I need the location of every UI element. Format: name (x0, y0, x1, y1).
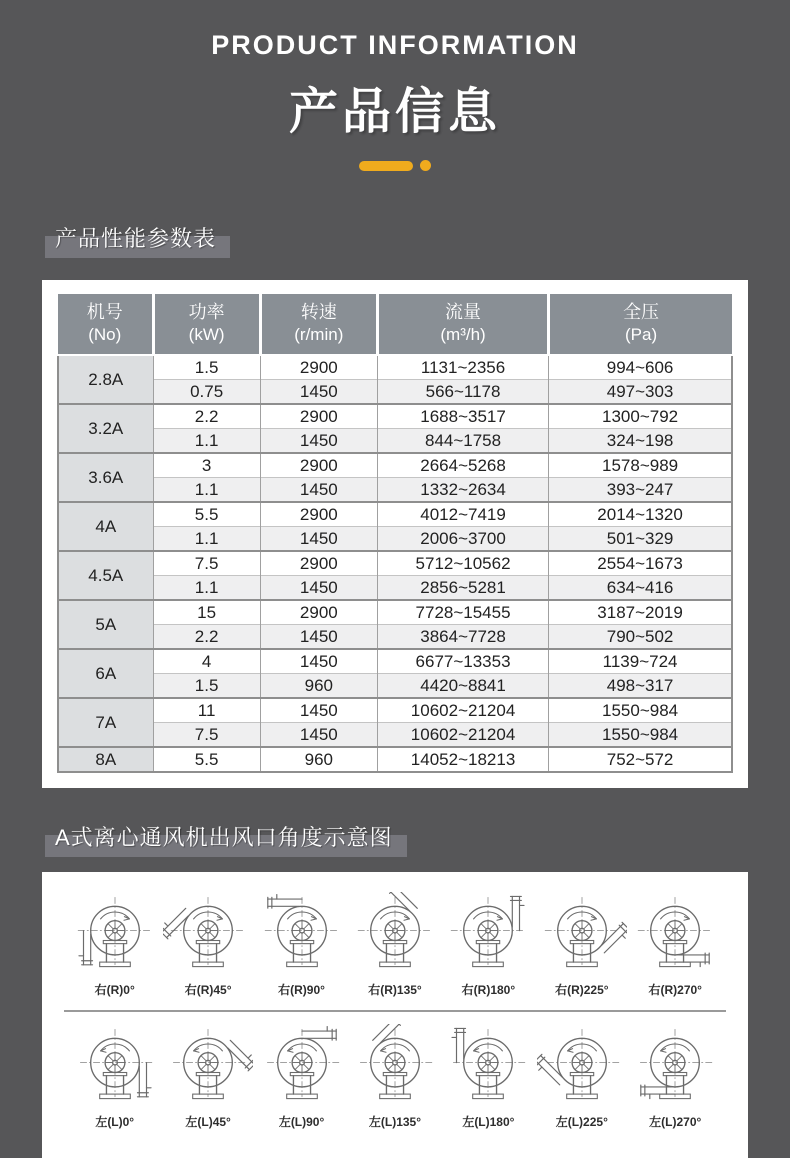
value-cell: 1578~989 (549, 453, 732, 478)
value-cell: 2900 (260, 600, 377, 625)
table-row (58, 355, 732, 380)
column-header: 转速 (r/min) (260, 294, 377, 355)
section-label-fan-diagram: A式离心通风机出风口角度示意图 (45, 819, 407, 857)
value-cell: 1550~984 (549, 723, 732, 748)
fan-diagram-panel (42, 872, 748, 1158)
value-cell: 634~416 (549, 576, 732, 601)
fan-outlet-diagram (70, 892, 160, 980)
table-row (58, 478, 732, 503)
value-cell: 1139~724 (549, 649, 732, 674)
value-cell: 7.5 (153, 723, 260, 748)
fan-outlet-diagram (257, 1024, 347, 1112)
fan-outlet-diagram (257, 892, 347, 980)
value-cell: 7.5 (153, 551, 260, 576)
value-cell: 324~198 (549, 429, 732, 454)
column-header: 机号 (No) (58, 294, 153, 355)
divider-dot (420, 160, 431, 171)
value-cell: 3187~2019 (549, 600, 732, 625)
value-cell: 1.1 (153, 576, 260, 601)
value-cell: 498~317 (549, 674, 732, 699)
value-cell: 1550~984 (549, 698, 732, 723)
table-row (58, 747, 732, 772)
model-cell: 7A (58, 698, 153, 747)
fan-angle-label: 右(R)90° (278, 983, 325, 998)
page-header (0, 0, 790, 171)
table-row (58, 453, 732, 478)
value-cell: 1.1 (153, 478, 260, 503)
value-cell: 960 (260, 674, 377, 699)
table-row (58, 649, 732, 674)
value-cell: 5.5 (153, 502, 260, 527)
fan-outlet-diagram (163, 892, 253, 980)
fan-cell-left-135 (348, 1024, 441, 1130)
value-cell: 1450 (260, 380, 377, 405)
value-cell: 3 (153, 453, 260, 478)
value-cell: 1332~2634 (377, 478, 548, 503)
value-cell: 2554~1673 (549, 551, 732, 576)
fan-outlet-diagram (443, 892, 533, 980)
fan-row-left (64, 1012, 726, 1138)
fan-cell-left-90 (255, 1024, 348, 1130)
value-cell: 2664~5268 (377, 453, 548, 478)
fan-cell-right-270 (629, 892, 722, 998)
table-row (58, 723, 732, 748)
value-cell: 4012~7419 (377, 502, 548, 527)
fan-angle-label: 右(R)270° (648, 983, 702, 998)
value-cell: 2900 (260, 355, 377, 380)
fan-row-right (64, 888, 726, 1012)
model-cell: 2.8A (58, 355, 153, 404)
fan-angle-label: 左(L)225° (555, 1115, 608, 1130)
value-cell: 2014~1320 (549, 502, 732, 527)
fan-cell-left-45 (161, 1024, 254, 1130)
spec-table (57, 294, 733, 773)
table-row (58, 600, 732, 625)
value-cell: 10602~21204 (377, 723, 548, 748)
value-cell: 0.75 (153, 380, 260, 405)
fan-angle-label: 右(R)45° (184, 983, 232, 998)
fan-outlet-diagram (70, 1024, 160, 1112)
value-cell: 1450 (260, 576, 377, 601)
table-row (58, 502, 732, 527)
fan-cell-left-180 (442, 1024, 535, 1130)
model-cell: 8A (58, 747, 153, 772)
table-row (58, 404, 732, 429)
value-cell: 790~502 (549, 625, 732, 650)
value-cell: 2900 (260, 502, 377, 527)
fan-cell-right-45 (161, 892, 254, 998)
fan-cell-left-0 (68, 1024, 161, 1130)
fan-outlet-diagram (350, 892, 440, 980)
value-cell: 1450 (260, 527, 377, 552)
value-cell: 960 (260, 747, 377, 772)
value-cell: 14052~18213 (377, 747, 548, 772)
value-cell: 393~247 (549, 478, 732, 503)
title-chinese: 产品信息 (288, 85, 501, 139)
section-label-spec-table: 产品性能参数表 (45, 220, 230, 258)
fan-angle-label: 右(R)0° (94, 983, 135, 998)
model-cell: 4.5A (58, 551, 153, 600)
fan-outlet-diagram (443, 1024, 533, 1112)
value-cell: 1.5 (153, 674, 260, 699)
column-header: 功率 (kW) (153, 294, 260, 355)
value-cell: 10602~21204 (377, 698, 548, 723)
fan-angle-label: 左(L)180° (462, 1115, 515, 1130)
fan-cell-right-135 (348, 892, 441, 998)
table-row (58, 527, 732, 552)
value-cell: 1131~2356 (377, 355, 548, 380)
fan-outlet-diagram (163, 1024, 253, 1112)
fan-cell-left-225 (535, 1024, 628, 1130)
value-cell: 1450 (260, 649, 377, 674)
value-cell: 1.1 (153, 429, 260, 454)
value-cell: 2900 (260, 551, 377, 576)
fan-angle-label: 左(L)45° (185, 1115, 231, 1130)
value-cell: 994~606 (549, 355, 732, 380)
fan-cell-right-0 (68, 892, 161, 998)
fan-outlet-diagram (537, 892, 627, 980)
fan-angle-label: 左(L)90° (278, 1115, 325, 1130)
value-cell: 2900 (260, 404, 377, 429)
value-cell: 844~1758 (377, 429, 548, 454)
value-cell: 1450 (260, 429, 377, 454)
model-cell: 3.6A (58, 453, 153, 502)
table-row (58, 380, 732, 405)
yellow-divider (0, 160, 790, 171)
value-cell: 1.5 (153, 355, 260, 380)
value-cell: 4420~8841 (377, 674, 548, 699)
fan-angle-label: 左(L)135° (368, 1115, 422, 1130)
fan-cell-right-225 (535, 892, 628, 998)
divider-bar (359, 161, 413, 171)
value-cell: 501~329 (549, 527, 732, 552)
fan-cell-right-180 (442, 892, 535, 998)
value-cell: 1450 (260, 625, 377, 650)
fan-angle-label: 右(R)135° (368, 983, 422, 998)
fan-angle-label: 左(L)0° (95, 1115, 135, 1130)
table-row (58, 625, 732, 650)
title-english: PRODUCT INFORMATION (211, 30, 579, 60)
value-cell: 2856~5281 (377, 576, 548, 601)
model-cell: 4A (58, 502, 153, 551)
model-cell: 6A (58, 649, 153, 698)
value-cell: 1450 (260, 698, 377, 723)
model-cell: 5A (58, 600, 153, 649)
column-header: 流量 (m³/h) (377, 294, 548, 355)
column-header: 全压 (Pa) (549, 294, 732, 355)
fan-outlet-diagram (537, 1024, 627, 1112)
fan-angle-label: 右(R)180° (461, 983, 516, 998)
value-cell: 1300~792 (549, 404, 732, 429)
value-cell: 497~303 (549, 380, 732, 405)
value-cell: 15 (153, 600, 260, 625)
value-cell: 566~1178 (377, 380, 548, 405)
value-cell: 1688~3517 (377, 404, 548, 429)
value-cell: 2006~3700 (377, 527, 548, 552)
value-cell: 3864~7728 (377, 625, 548, 650)
value-cell: 6677~13353 (377, 649, 548, 674)
value-cell: 11 (153, 698, 260, 723)
value-cell: 2.2 (153, 625, 260, 650)
value-cell: 5712~10562 (377, 551, 548, 576)
table-row (58, 551, 732, 576)
value-cell: 1450 (260, 723, 377, 748)
model-cell: 3.2A (58, 404, 153, 453)
value-cell: 7728~15455 (377, 600, 548, 625)
spec-table-panel (42, 280, 748, 788)
spec-table-header-row (58, 294, 732, 355)
fan-angle-label: 左(L)270° (649, 1115, 702, 1130)
fan-cell-left-270 (629, 1024, 722, 1130)
fan-outlet-diagram (630, 1024, 720, 1112)
value-cell: 4 (153, 649, 260, 674)
value-cell: 1.1 (153, 527, 260, 552)
value-cell: 1450 (260, 478, 377, 503)
fan-cell-right-90 (255, 892, 348, 998)
table-row (58, 698, 732, 723)
fan-outlet-diagram (350, 1024, 440, 1112)
table-row (58, 429, 732, 454)
value-cell: 752~572 (549, 747, 732, 772)
value-cell: 2900 (260, 453, 377, 478)
value-cell: 2.2 (153, 404, 260, 429)
fan-outlet-diagram (630, 892, 720, 980)
value-cell: 5.5 (153, 747, 260, 772)
table-row (58, 576, 732, 601)
table-row (58, 674, 732, 699)
fan-angle-label: 右(R)225° (555, 983, 609, 998)
spec-table-body (58, 355, 732, 772)
